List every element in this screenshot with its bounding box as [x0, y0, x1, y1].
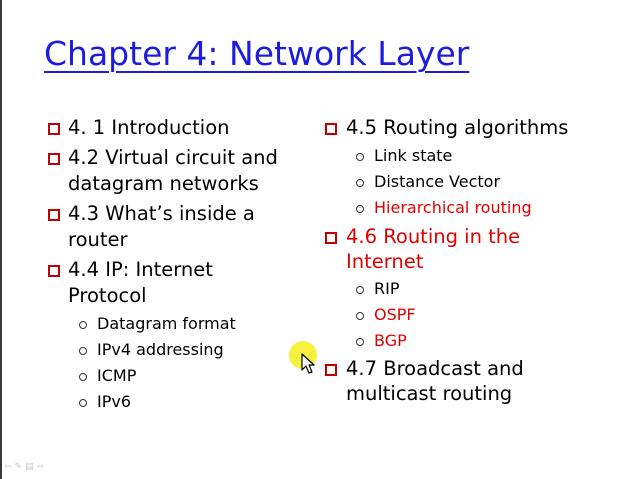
- menu-icon[interactable]: ▤: [25, 462, 37, 472]
- circle-bullet-icon: [79, 373, 87, 381]
- list-item-router: 4.3 What’s inside a: [68, 202, 255, 225]
- sub-item-ipv6: IPv6: [97, 392, 132, 411]
- list-item-broadcast-cont: multicast routing: [346, 382, 513, 405]
- circle-bullet-icon: [356, 286, 364, 294]
- list-item-ip-cont: Protocol: [68, 284, 147, 307]
- sub-item-link-state: Link state: [374, 146, 453, 165]
- sub-item-icmp: ICMP: [97, 366, 137, 385]
- sub-item-rip: RIP: [374, 279, 400, 298]
- forward-arrow-icon[interactable]: ⇨: [36, 462, 48, 472]
- list-item-routing-internet-cont: Internet: [346, 250, 424, 273]
- list-item-broadcast: 4.7 Broadcast and: [346, 357, 524, 380]
- window-left-edge: [0, 0, 2, 479]
- circle-bullet-icon: [79, 347, 87, 355]
- sub-item-ipv4-addressing: IPv4 addressing: [97, 340, 224, 359]
- sub-item-ospf: OSPF: [374, 305, 416, 324]
- sub-item-datagram-format: Datagram format: [97, 314, 236, 333]
- square-bullet-icon: [48, 209, 60, 221]
- mouse-cursor-icon: [301, 353, 317, 375]
- list-item-routing-internet: 4.6 Routing in the: [346, 225, 521, 248]
- list-item-routing-algorithms: 4.5 Routing algorithms: [346, 116, 569, 139]
- circle-bullet-icon: [356, 179, 364, 187]
- sub-item-bgp: BGP: [374, 331, 407, 350]
- square-bullet-icon: [325, 232, 337, 244]
- circle-bullet-icon: [356, 338, 364, 346]
- square-bullet-icon: [325, 123, 337, 135]
- slideshow-nav[interactable]: [4, 462, 47, 472]
- square-bullet-icon: [325, 364, 337, 376]
- circle-bullet-icon: [356, 153, 364, 161]
- square-bullet-icon: [48, 153, 60, 165]
- circle-bullet-icon: [356, 312, 364, 320]
- circle-bullet-icon: [79, 321, 87, 329]
- back-arrow-icon[interactable]: ⇦: [4, 462, 15, 472]
- list-item-virtual-circuit-cont: datagram networks: [68, 172, 259, 195]
- circle-bullet-icon: [356, 205, 364, 213]
- list-item-ip: 4.4 IP: Internet: [68, 258, 213, 281]
- list-item-virtual-circuit: 4.2 Virtual circuit and: [68, 146, 278, 169]
- pen-icon[interactable]: ✎: [14, 462, 26, 472]
- list-item-introduction: 4. 1 Introduction: [68, 116, 230, 139]
- circle-bullet-icon: [79, 399, 87, 407]
- square-bullet-icon: [48, 265, 60, 277]
- slide-title: Chapter 4: Network Layer: [44, 34, 470, 73]
- square-bullet-icon: [48, 123, 60, 135]
- sub-item-distance-vector: Distance Vector: [374, 172, 501, 191]
- list-item-router-cont: router: [68, 228, 128, 251]
- sub-item-hierarchical-routing: Hierarchical routing: [374, 198, 532, 217]
